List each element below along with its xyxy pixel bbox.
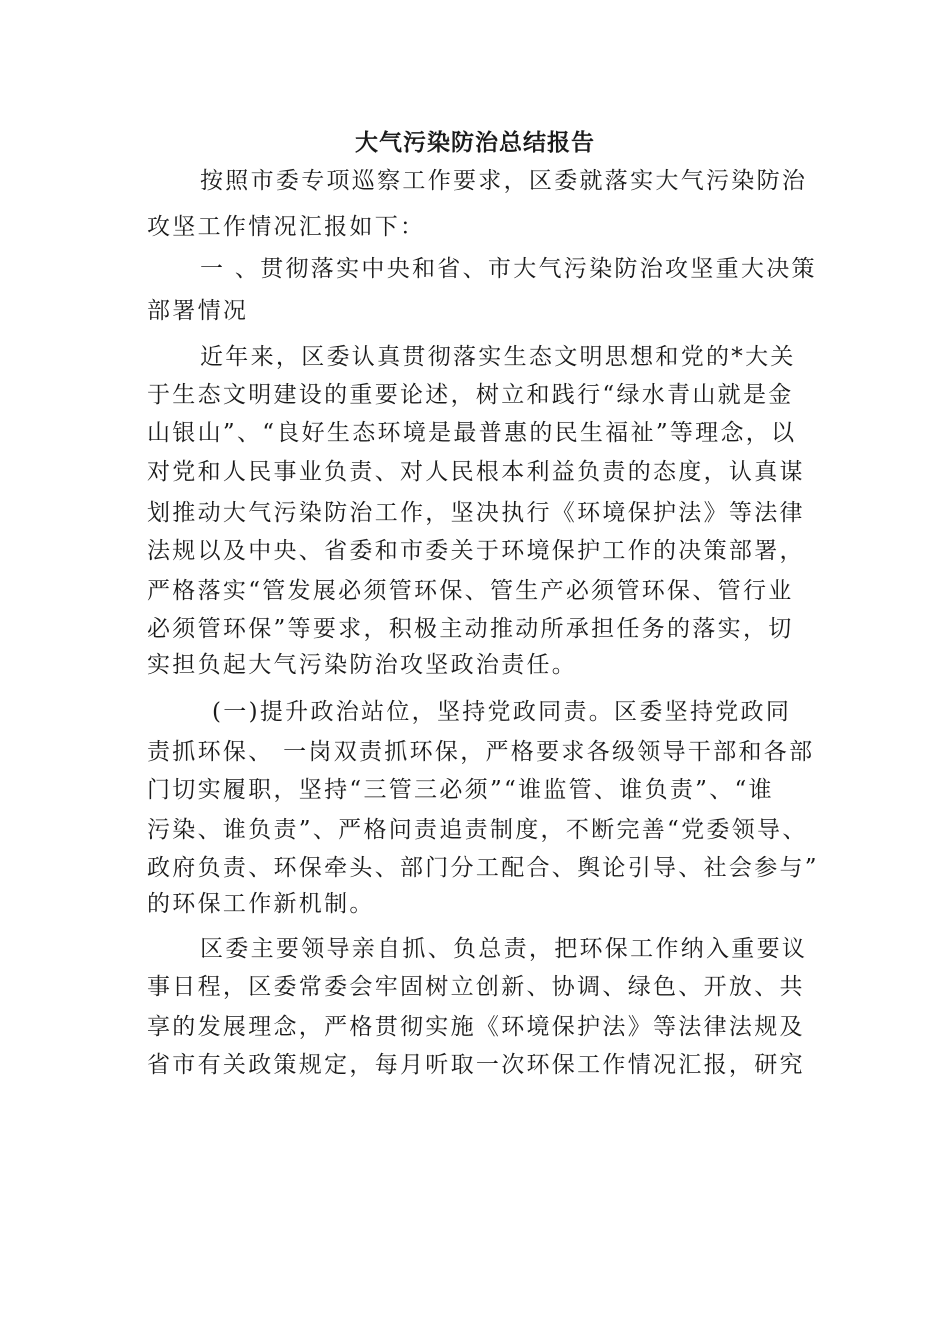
paragraph-line: 责抓环保、 一岗双责抓环保，严格要求各级领导干部和各部 xyxy=(147,739,815,765)
paragraph-line: 政府负责、环保牵头、部门分工配合、舆论引导、社会参与” xyxy=(147,855,819,881)
paragraph-line: 对党和人民事业负责、对人民根本利益负责的态度，认真谋 xyxy=(147,459,805,485)
paragraph-line: 山银山”、“良好生态环境是最普惠的民生福祉”等理念，以 xyxy=(147,420,797,446)
paragraph-line: 事日程，区委常委会牢固树立创新、协调、绿色、开放、共 xyxy=(147,974,805,1000)
document-title: 大气污染防治总结报告 xyxy=(355,129,595,156)
paragraph-line: 的环保工作新机制。 xyxy=(147,891,375,917)
paragraph-line: 区委主要领导亲自抓、负总责，把环保工作纳入重要议 xyxy=(200,936,808,962)
section-heading-line: 一 、贯彻落实中央和省、市大气污染防治攻坚重大决策 xyxy=(200,256,817,282)
paragraph-line: 按照市委专项巡察工作要求，区委就落实大气污染防治 xyxy=(200,168,808,194)
paragraph-line: 实担负起大气污染防治攻坚政治责任。 xyxy=(147,652,578,678)
paragraph-line: 于生态文明建设的重要论述，树立和践行“绿水青山就是金 xyxy=(147,382,794,408)
paragraph-line: 享的发展理念，严格贯彻实施《环境保护法》等法律法规及 xyxy=(147,1014,805,1040)
subsection-line: (一)提升政治站位，坚持党政同责。区委坚持党政同 xyxy=(212,699,792,725)
paragraph-line: 划推动大气污染防治工作，坚决执行《环境保护法》等法律 xyxy=(147,500,805,526)
section-heading-line: 部署情况 xyxy=(147,298,249,324)
paragraph-line: 攻坚工作情况汇报如下： xyxy=(147,214,426,240)
paragraph-line: 污染、谁负责”、严格问责追责制度，不断完善“党委领导、 xyxy=(147,817,808,843)
paragraph-line: 严格落实“管发展必须管环保、管生产必须管环保、管行业 xyxy=(147,578,794,604)
paragraph-line: 省市有关政策规定，每月听取一次环保工作情况汇报，研究 xyxy=(147,1052,805,1078)
paragraph-line: 法规以及中央、省委和市委关于环境保护工作的决策部署， xyxy=(147,538,805,564)
paragraph-line: 近年来，区委认真贯彻落实生态文明思想和党的*大关 xyxy=(200,344,796,370)
paragraph-line: 门切实履职，坚持“三管三必须”“谁监管、谁负责”、“谁 xyxy=(147,777,774,803)
paragraph-line: 必须管环保”等要求，积极主动推动所承担任务的落实，切 xyxy=(147,616,794,642)
